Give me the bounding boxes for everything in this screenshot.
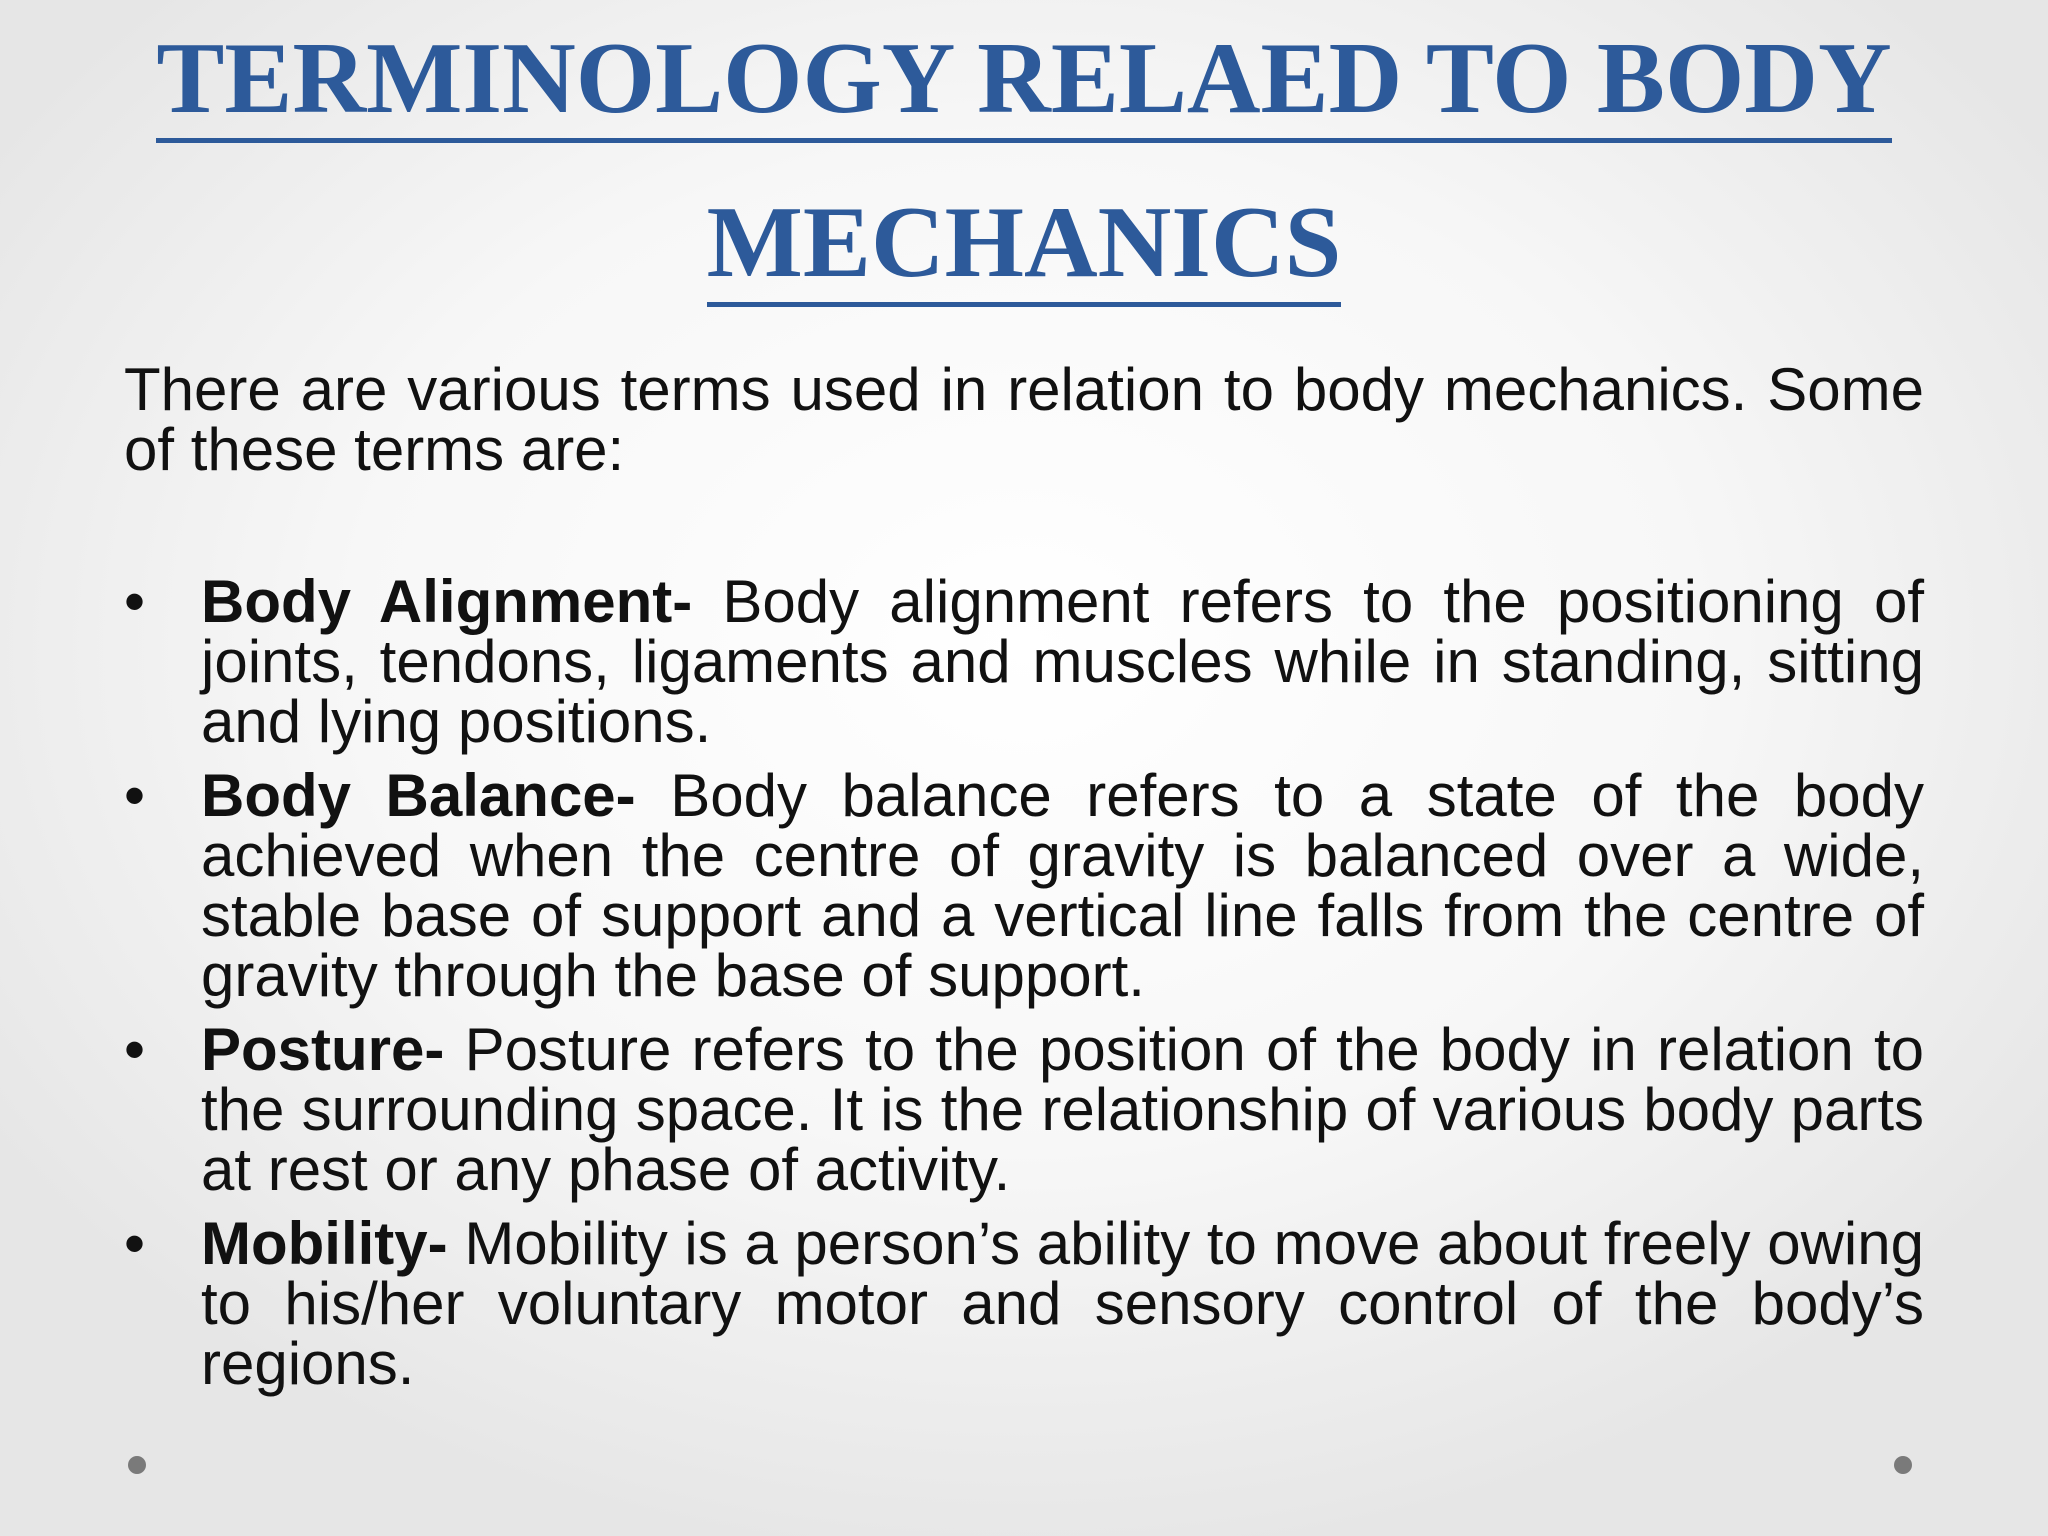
bullet-icon: •: [124, 762, 146, 829]
nav-dot-right-icon: [1894, 1456, 1912, 1474]
bullet-icon: •: [124, 568, 146, 635]
term-item-body-alignment: [124, 568, 1924, 755]
term-definition: Posture refers to the position of the body in relation to the surrounding space. It is the relationship of various body parts at rest or any phase of activity.: [201, 1016, 1924, 1203]
terms-list: [124, 568, 1924, 1408]
term-definition: Body balance refers to a state of the body achieved when the centre of gravity is balanced over a wide, stable base of support and a vertical line falls from the centre of gravity through the base of support.: [201, 762, 1924, 1009]
term-name: Mobility-: [201, 1210, 465, 1277]
slide-title: [100, 22, 1948, 143]
nav-dot-left-icon: [128, 1456, 146, 1474]
title-line-1: TERMINOLOGY RELAED TO BODY: [156, 28, 1891, 143]
bullet-icon: •: [124, 1016, 146, 1083]
bullet-icon: •: [124, 1210, 146, 1277]
term-definition: Mobility is a person’s ability to move about freely owing to his/her voluntary motor and sensory control of the body’s regions.: [201, 1210, 1924, 1397]
term-item-body-balance: [124, 762, 1924, 1009]
term-name: Body Balance-: [201, 762, 671, 829]
slide-title-continued: [100, 186, 1948, 307]
title-line-2: MECHANICS: [707, 192, 1342, 307]
term-item-mobility: [124, 1210, 1924, 1397]
term-name: Body Alignment-: [201, 568, 723, 635]
term-definition: Body alignment refers to the positioning of joints, tendons, ligaments and muscles while in standing, sitting and lying positions.: [201, 568, 1924, 755]
term-item-posture: [124, 1016, 1924, 1203]
intro-paragraph: There are various terms used in relation to body mechanics. Some of these terms are:: [124, 356, 1924, 483]
term-name: Posture-: [201, 1016, 465, 1083]
